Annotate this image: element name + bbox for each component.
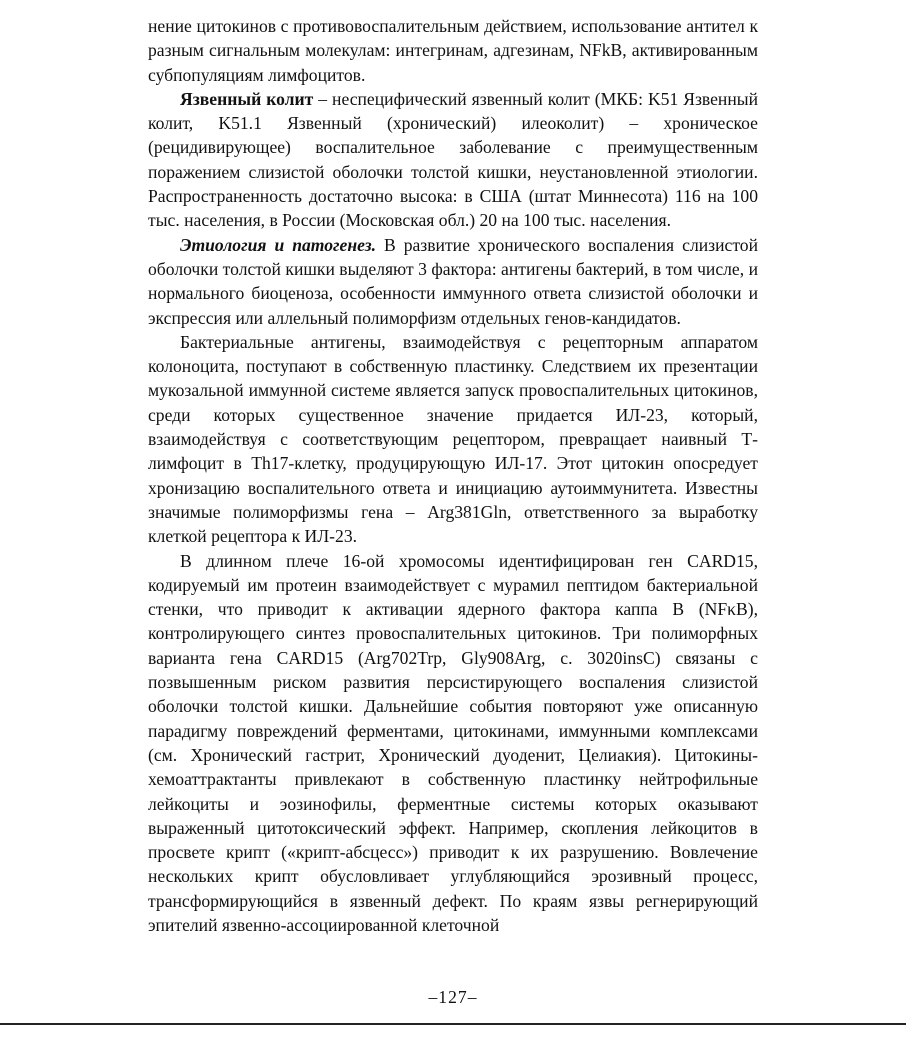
paragraph-ulcerative-colitis	[148, 87, 758, 233]
paragraph-1	[148, 14, 758, 87]
bottom-divider	[0, 1023, 906, 1025]
paragraph-4-text: Бактериальные антигены, взаимодействуя с рецепторным аппаратом колоноцита, поступают в собственную пластинку. Следствием их презентации мукозальной иммунной системе является запуск провоспалительных цитокинов, среди которых существенное значение придается ИЛ-23, который, взаимодействуя с соответствующим рецептором, превращает наивный Т-лимфоцит в Th17-клетку, продуцирующую ИЛ-17. Этот цитокин опосредует хронизацию воспалительного ответа и инициацию аутоиммунитета. Известны значимые полиморфизмы гена – Arg381Gln, ответственного за выработку клеткой рецептора к ИЛ-23.	[148, 331, 758, 547]
paragraph-bacterial-antigens	[148, 330, 758, 549]
paragraph-3-text: В развитие хронического воспаления слизистой оболочки толстой кишки выделяют 3 фактора: антигены бактерий, в том числе, и нормального биоценоза, особенности иммунного ответа слизистой оболочки и экспрессия или аллельный полиморфизм отдельных генов-кандидатов.	[148, 234, 758, 328]
paragraph-2-text: – неспецифический язвенный колит (МКБ: K51 Язвенный колит, K51.1 Язвенный (хронический) илеоколит) – хроническое (рецидивирующее) воспалительное заболевание с преимущественным поражением слизистой оболочки толстой кишки, неустановленной этиологии. Распространенность достаточно высока: в США (штат Миннесота) 116 на 100 тыс. населения, в России (Московская обл.) 20 на 100 тыс. населения.	[148, 88, 758, 231]
paragraph-card15	[148, 549, 758, 938]
heading-etiology-pathogenesis: Этиология и патогенез.	[180, 234, 376, 255]
paragraph-1-text: нение цитокинов с противовоспалительным действием, использование антител к разным сигнальным молекулам: интегринам, адгезинам, NFkB, активированным субпопуляциям лимфоцитов.	[148, 16, 758, 85]
page-number: –127–	[428, 987, 478, 1007]
page-body	[148, 14, 758, 937]
heading-ulcerative-colitis: Язвенный колит	[180, 88, 314, 109]
paragraph-5-text: В длинном плече 16-ой хромосомы идентифицирован ген CARD15, кодируемый им протеин взаимодействует с мурамил пептидом бактериальной стенки, что приводит к активации ядерного фактора каппа В (NFκB), контролирующего синтез провоспалительных цитокинов. Три полиморфных варианта гена CARD15 (Arg702Trp, Gly908Arg, c. 3020insC) связаны с позвышенным риском развития персистирующего воспаления слизистой оболочки толстой кишки. Дальнейшие события повторяют уже описанную парадигму повреждений ферментами, цитокинами, иммунными комплексами (см. Хронический гастрит, Хронический дуоденит, Целиакия). Цитокины-хемоаттрактанты привлекают в собственную пластинку нейтрофильные лейкоциты и эозинофилы, ферментные системы которых оказывают выраженный цитотоксический эффект. Например, скопления лейкоцитов в просвете крипт («крипт-абсцесс») приводит к их разрушению. Вовлечение нескольких крипт обусловливает углубляющийся эрозивный процесс, трансформирующийся в язвенный дефект. По краям язвы регнерирующий эпителий язвенно-ассоциированной клеточной	[148, 550, 758, 935]
paragraph-etiology	[148, 233, 758, 330]
